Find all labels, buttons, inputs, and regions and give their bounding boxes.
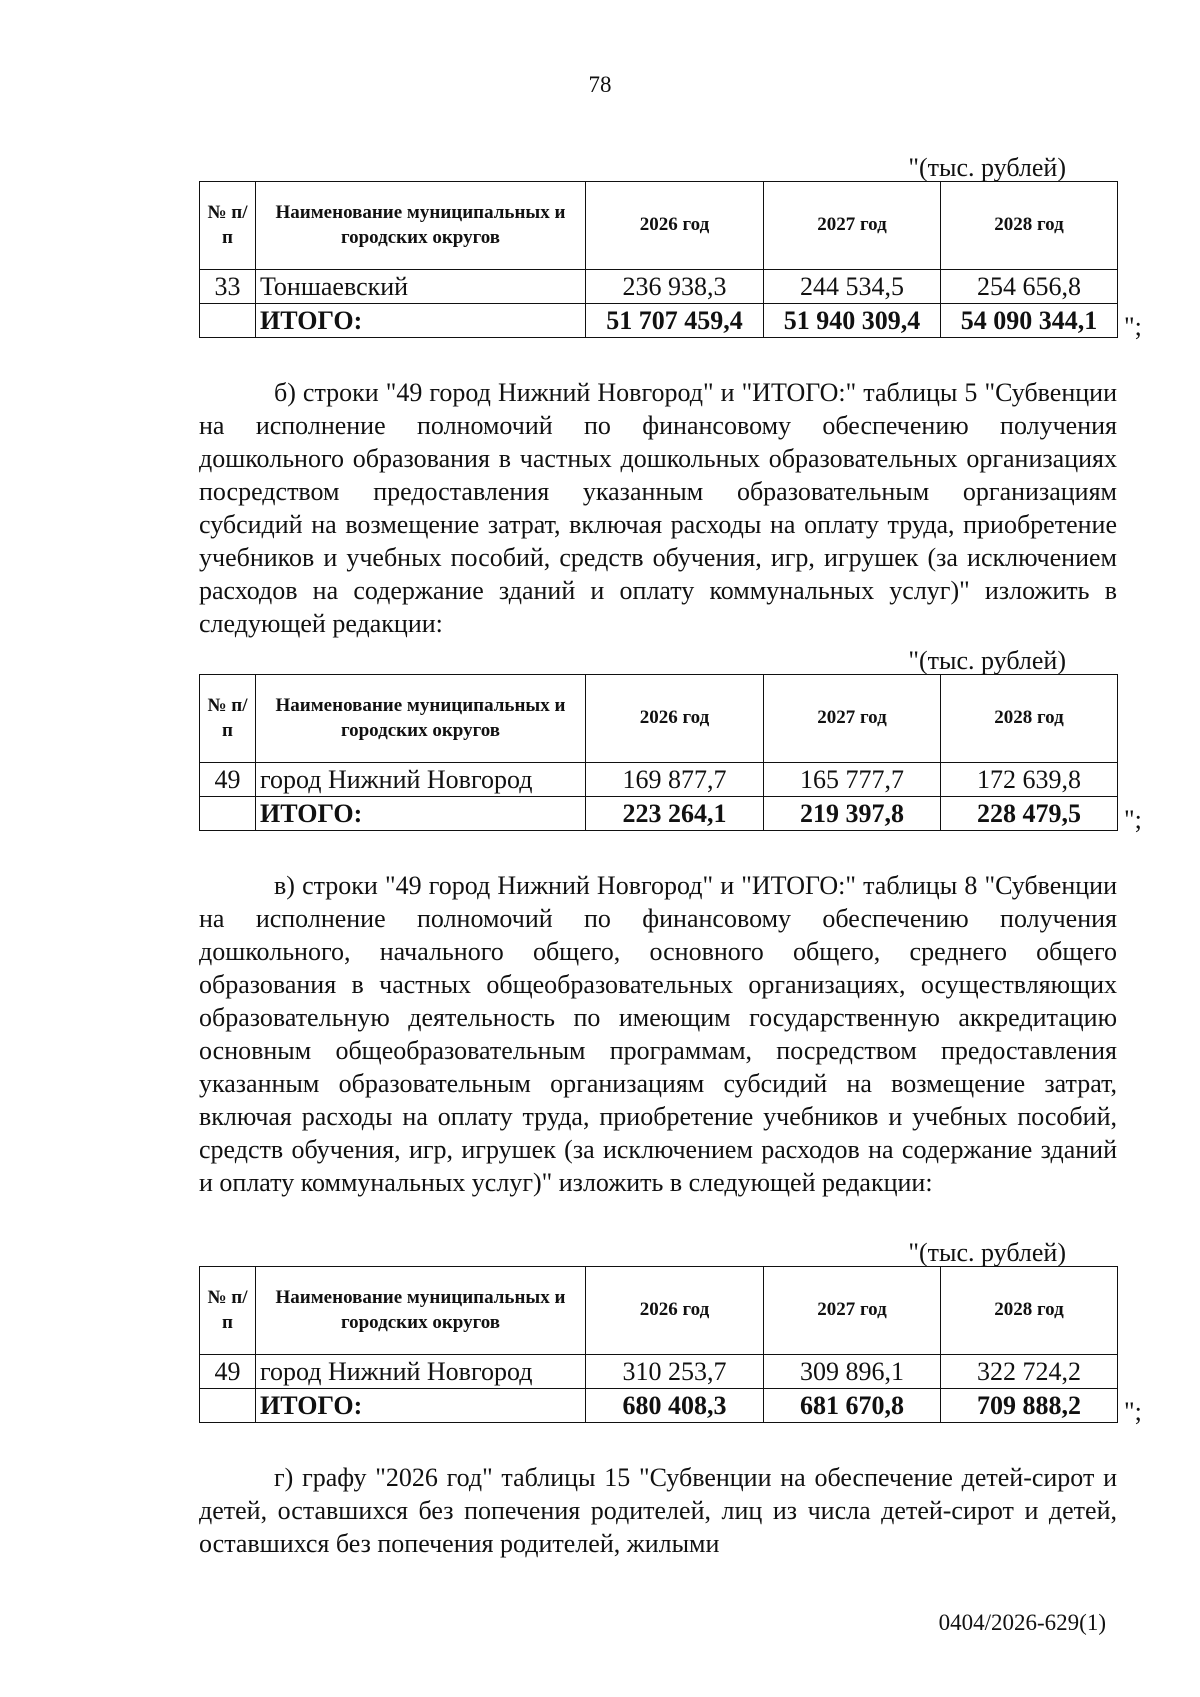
page-number: 78 [588, 72, 612, 97]
table-2 [199, 674, 1118, 831]
header-2028: 2028 год [941, 182, 1118, 270]
header-2026: 2026 год [586, 675, 764, 763]
header-2028: 2028 год [941, 1267, 1118, 1355]
table-header-row [200, 182, 1118, 270]
row-num: 49 [200, 1355, 256, 1389]
unit-label: "(тыс. рублей) [908, 1238, 1066, 1267]
row-2027: 244 534,5 [764, 270, 941, 304]
header-num: № п/п [200, 675, 256, 763]
row-2026: 310 253,7 [586, 1355, 764, 1389]
header-num: № п/п [200, 1267, 256, 1355]
closing-mark: "; [1124, 312, 1142, 341]
table-row [200, 270, 1118, 304]
row-2026: 236 938,3 [586, 270, 764, 304]
row-name: город Нижний Новгород [256, 1355, 586, 1389]
header-2026: 2026 год [586, 182, 764, 270]
total-empty-cell [200, 1389, 256, 1423]
total-row [200, 304, 1118, 338]
header-name: Наименование муниципальных и городских округов [256, 182, 586, 270]
total-row [200, 797, 1118, 831]
header-2028: 2028 год [941, 675, 1118, 763]
unit-label: "(тыс. рублей) [908, 153, 1066, 182]
row-2027: 309 896,1 [764, 1355, 941, 1389]
total-2028: 709 888,2 [941, 1389, 1118, 1423]
document-code: 0404/2026-629(1) [938, 1610, 1106, 1635]
paragraph-g: г) графу "2026 год" таблицы 15 "Субвенции на обеспечение детей-сирот и детей, оставшихся без попечения родителей, лиц из числа детей-сирот и детей, оставшихся без попечения родителей, жилыми [199, 1463, 1117, 1558]
total-2026: 680 408,3 [586, 1389, 764, 1423]
header-num: № п/п [200, 182, 256, 270]
total-label: ИТОГО: [256, 304, 586, 338]
header-2027: 2027 год [764, 182, 941, 270]
row-num: 49 [200, 763, 256, 797]
row-name: город Нижний Новгород [256, 763, 586, 797]
total-2026: 223 264,1 [586, 797, 764, 831]
total-2026: 51 707 459,4 [586, 304, 764, 338]
table-row [200, 1355, 1118, 1389]
paragraph-b: б) строки "49 город Нижний Новгород" и "ИТОГО:" таблицы 5 "Субвенции на исполнение полномочий по финансовому обеспечению получения дошкольного образования в частных дошкольных образовательных организациях посредством предоставления указанным образовательным организациям субсидий на возмещение затрат, включая расходы на оплату труда, приобретение учебников и учебных пособий, средств обучения, игр, игрушек (за исключением расходов на содержание зданий и оплату коммунальных услуг)" изложить в следующей редакции: [199, 378, 1117, 638]
row-2028: 322 724,2 [941, 1355, 1118, 1389]
header-2026: 2026 год [586, 1267, 764, 1355]
total-2028: 228 479,5 [941, 797, 1118, 831]
header-2027: 2027 год [764, 1267, 941, 1355]
row-name: Тоншаевский [256, 270, 586, 304]
total-2027: 681 670,8 [764, 1389, 941, 1423]
total-2027: 219 397,8 [764, 797, 941, 831]
unit-label: "(тыс. рублей) [908, 646, 1066, 675]
total-2027: 51 940 309,4 [764, 304, 941, 338]
header-name: Наименование муниципальных и городских округов [256, 1267, 586, 1355]
total-label: ИТОГО: [256, 1389, 586, 1423]
total-label: ИТОГО: [256, 797, 586, 831]
table-row [200, 763, 1118, 797]
paragraph-v: в) строки "49 город Нижний Новгород" и "ИТОГО:" таблицы 8 "Субвенции на исполнение полномочий по финансовому обеспечению получения дошкольного, начального общего, основного общего, среднего общего образования в частных общеобразовательных организациях, осуществляющих образовательную деятельность по имеющим государственную аккредитацию основным общеобразовательным программам, посредством предоставления указанным образовательным организациям субсидий на возмещение затрат, включая расходы на оплату труда, приобретение учебников и учебных пособий, средств обучения, игр, игрушек (за исключением расходов на содержание зданий и оплату коммунальных услуг)" изложить в следующей редакции: [199, 871, 1117, 1197]
header-2027: 2027 год [764, 675, 941, 763]
table-header-row [200, 675, 1118, 763]
header-name: Наименование муниципальных и городских округов [256, 675, 586, 763]
row-2028: 172 639,8 [941, 763, 1118, 797]
total-row [200, 1389, 1118, 1423]
table-header-row [200, 1267, 1118, 1355]
row-2026: 169 877,7 [586, 763, 764, 797]
closing-mark: "; [1124, 1397, 1142, 1426]
total-empty-cell [200, 797, 256, 831]
total-empty-cell [200, 304, 256, 338]
closing-mark: "; [1124, 805, 1142, 834]
total-2028: 54 090 344,1 [941, 304, 1118, 338]
table-3 [199, 1266, 1118, 1423]
row-num: 33 [200, 270, 256, 304]
row-2028: 254 656,8 [941, 270, 1118, 304]
table-1 [199, 181, 1118, 338]
row-2027: 165 777,7 [764, 763, 941, 797]
